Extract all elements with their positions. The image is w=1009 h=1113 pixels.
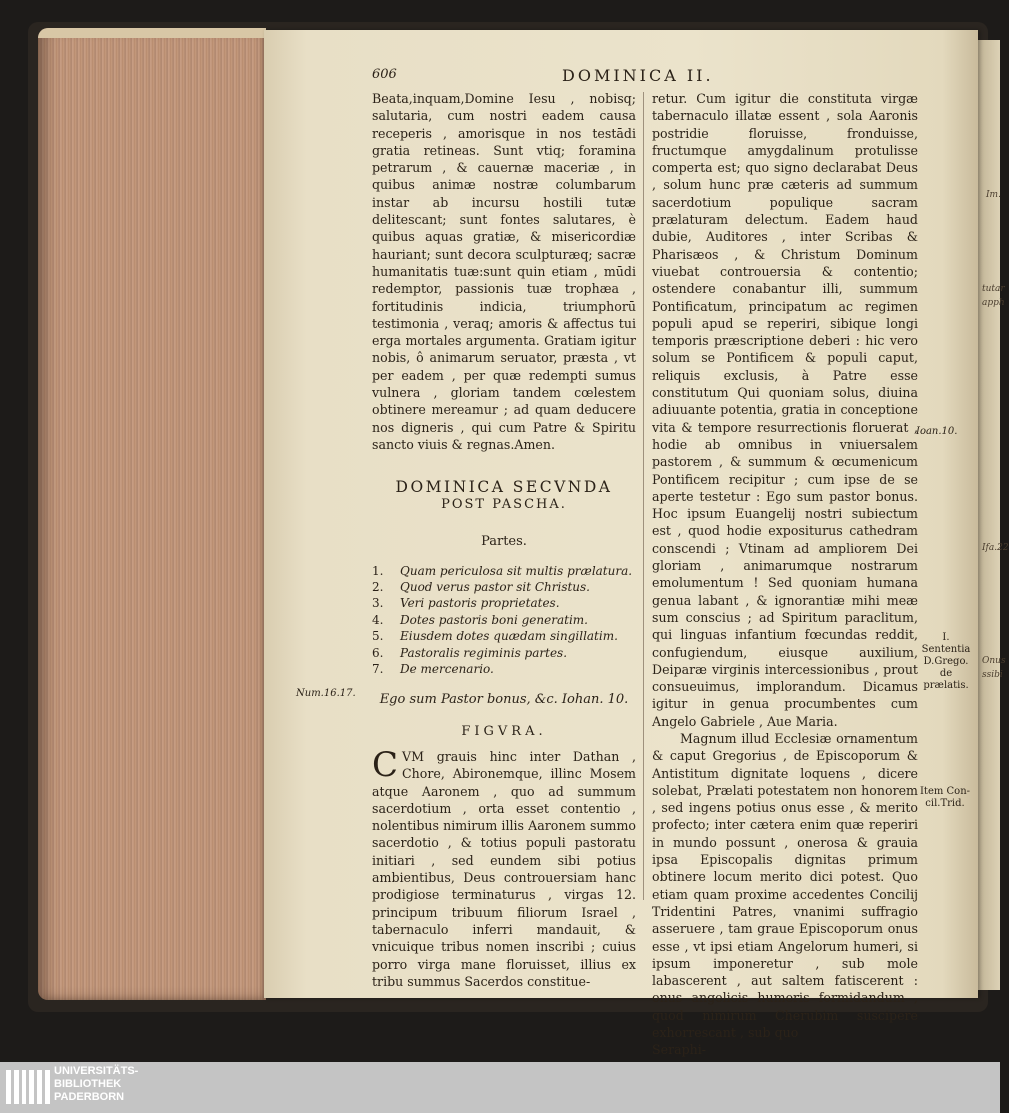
margin-note-concil: Item Con- cil.Trid.	[919, 786, 971, 809]
next-page-fragment: Im.	[986, 190, 1001, 200]
list-item: 7. De mercenario.	[372, 661, 494, 676]
figura-paragraph: CVM grauis hinc inter Dathan , Chore, Abironemque, illinc Mosem atque Aaronem , quo ad summum sacerdotium , orta esset contentio , nolentibus nimirum illis Aaronem summo sacerdotio , & totius populi pastoratu initiari , sed eundem sibi potius ambientibus, Deus controuersiam hanc prodigiose terminaturus , virgas 12. principum tribuum filiorum Israel , tabernaculo inferri mandauit, & vnicuique tribus nomen inscribi ; cuius porro virga mane floruisset, illius ex tribu summus Sacerdos constitue-	[372, 744, 636, 989]
closing-prayer-paragraph: Beata,inquam,Domine Iesu , nobisq; salutaria, cum nostri eadem causa receperis , amorisque in nos testādi gratia retineas. Sunt vtiq; foramina petrarum , & cauernæ maceriæ , in quibus animæ nostræ columbarum instar ab incursu hostili tutæ delitescant; sunt fontes salutares, è quibus aquas gratiæ, & misericordiæ hauriant; sunt decora sculpturæq; sacræ humanitatis tuæ:sunt quin etiam , mūdi redemptor, passionis tuæ trophæa , fortitudinis indicia, triumphorū testimonia , veraq; amoris & affectus tui erga mortales argumenta. Gratiam igitur nobis, ô animarum seruator, præsta , vt per eadem , per quæ redempti sumus vulnera , gloriam tandem cœlestem obtinere mereamur ; ad quam deducere nos digneris , qui cum Patre & Spiritu sancto viuis & regnas.Amen.	[372, 91, 636, 452]
right-column	[652, 90, 918, 1059]
list-item: 4. Dotes pastoris boni generatim.	[372, 612, 588, 627]
library-logo-icon	[6, 1070, 50, 1104]
margin-note-ioan: Ioan.10.	[916, 426, 958, 437]
figura-heading: FIGVRA.	[461, 723, 547, 739]
sermon-subtitle: POST PASCHA.	[441, 497, 567, 513]
partes-heading: Partes.	[481, 534, 527, 550]
page-number: 606	[372, 67, 397, 82]
next-page-fragment: Onus	[982, 656, 1006, 666]
library-name: UNIVERSITÄTS- BIBLIOTHEK PADERBORN	[54, 1065, 139, 1103]
next-page-fragment: ssibi	[982, 670, 1003, 680]
column-divider	[643, 92, 644, 900]
margin-note-sententia: I. Sententia D.Grego. de prælatis.	[921, 632, 971, 691]
sententia-paragraph: Magnum illud Ecclesiæ ornamentum & caput Gregorius , de Episcoporum & Antistitum dignitate loquens , dicere solebat, Prælati potestatem non honorem , sed ingens potius onus esse , & merito profecto; inter cætera enim quæ reperiri in mundo possunt , onerosa & grauia ipsa Episcopalis dignitas primum obtinere locum merito dici potest. Quo etiam quam proxime accedentes Concilij Tridentini Patres, vnanimi suffragio asseruere , tam graue Episcoporum onus esse , vt ipsi etiam Angelorum humeri, si ipsum imponeretur , sub mole labascerent , aut saltem fatiscerent : onus angelicis humeris formidandum , quod nimirum Cherubim suscipere exhorrescant , sub quo	[652, 730, 918, 1041]
book-page-edges	[38, 28, 266, 1000]
list-item: 5. Eiusdem dotes quædam singillatim.	[372, 629, 618, 644]
library-footer	[0, 1062, 1000, 1113]
list-item: 1. Quam periculosa sit multis prælatura.	[372, 563, 633, 578]
list-item: 2. Quod verus pastor sit Christus.	[372, 579, 590, 594]
sermon-title: DOMINICA SECVNDA	[395, 478, 613, 497]
page-header	[372, 67, 972, 87]
sermon-introduction-paragraph: retur. Cum igitur die constituta virgæ tabernaculo illatæ essent , sola Aaronis postridie floruisse, fronduisse, fructumque amygdalinum protulisse comperta est; quo signo declarabat Deus , solum hunc præ cæteris ad summum sacerdotium populique sacram prælaturam delectum. Eadem haud dubie, Auditores , inter Scribas & Pharisæos , & Christum Dominum viuebat controuersia & contentio; ostendere conabantur illi, summum Pontificatum, principatum ac regimen populi apud se reperiri, sibique longi temporis præscriptione deberi : hic vero solum se Pontificem & populi caput, reliquis exclusis, à Patre esse constitutum Qui quoniam solus, diuina adiuuante potentia, gratia in conceptione vita & tempore resurrectionis floruerat , hodie ab omnibus in vniuersalem pastorem , & summum & œcumenicum Pontificem recipitur ; cum ipse de se aperte testetur : Ego sum pastor bonus. Hoc ipsum Euangelij nostri subiectum est , quod hodie expositurus cathedram conscendi ; Vtinam ad ampliorem Dei gloriam , animarumque nostrarum emolumentum ! Sed quoniam humana genua labant , & ignorantiæ mihi meæ sum conscius ; ad Spiritum paraclitum, qui linguas infantium fœcundas reddit, confugiendum, eiusque auxilium, Deiparæ virginis intercessionibus , prout consueuimus, implorandum. Dicamus igitur in genua procumbentes cum Angelo Gabriele , Aue Maria.	[652, 91, 918, 729]
list-item: 6. Pastoralis regiminis partes.	[372, 645, 568, 660]
next-page-fragment: Ifa.22	[982, 543, 1009, 553]
margin-note-num: Num.16.17.	[296, 688, 356, 699]
list-item: 3. Veri pastoris proprietates.	[372, 596, 560, 611]
running-head: DOMINICA II.	[562, 66, 714, 85]
next-page-fragment: tutar	[982, 284, 1005, 294]
next-page-fragment: apph	[982, 298, 1005, 308]
catchword: Seraphi-	[652, 1042, 707, 1058]
drop-cap: C	[372, 744, 399, 785]
book-cover-edge	[38, 28, 266, 38]
partes-list	[372, 563, 636, 678]
sermon-thema: Ego sum Pastor bonus, &c. Iohan. 10.	[379, 692, 629, 708]
left-column	[372, 90, 636, 990]
